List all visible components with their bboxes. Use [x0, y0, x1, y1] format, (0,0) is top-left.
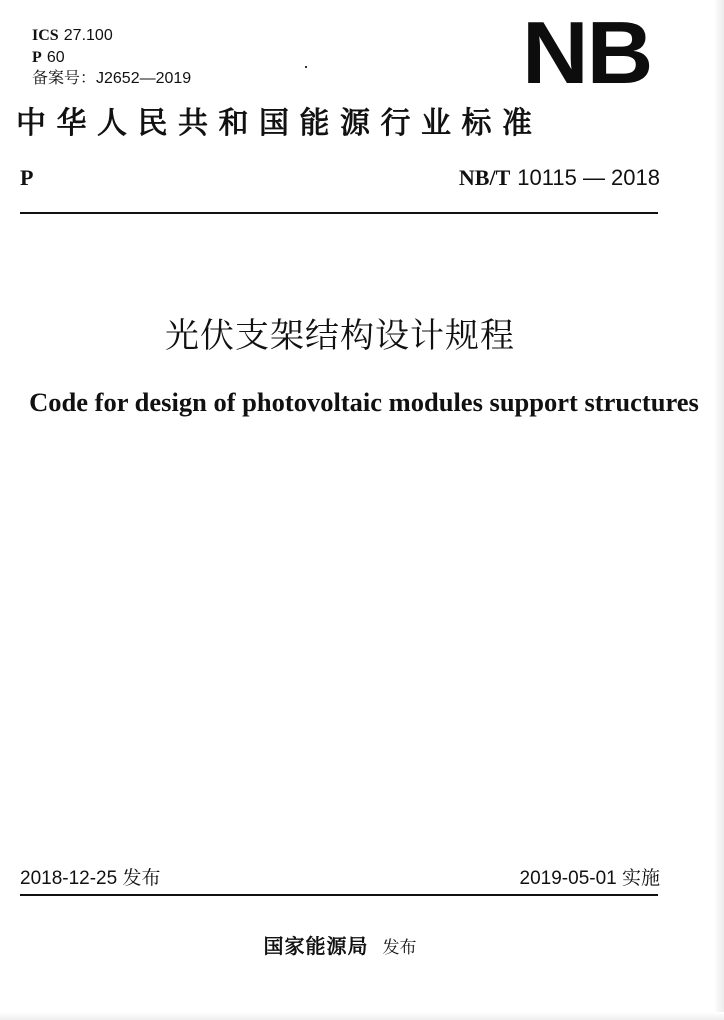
standard-number [459, 164, 660, 193]
filing-number: 备案号：J2652—2019 [32, 70, 192, 87]
ics-label: ICS [32, 27, 59, 44]
top-divider [20, 212, 658, 214]
ics-value: 27.100 [63, 27, 113, 44]
issue-date: 2018-12-25 发布 [20, 868, 161, 889]
document-title-chinese: 光伏支架结构设计规程 [165, 316, 515, 356]
class-value: 60 [46, 49, 65, 66]
publisher-line [0, 932, 680, 962]
classification-block [32, 24, 191, 89]
publisher-organization: 国家能源局 [263, 934, 369, 958]
nb-logo: NB [522, 3, 652, 102]
standard-number-value: 10115 — 2018 [517, 165, 660, 190]
category-code: P [20, 165, 34, 190]
implementation-date: 2019-05-01 实施 [519, 868, 660, 889]
class-label: P [32, 49, 42, 66]
standard-number-prefix: NB/T [458, 165, 511, 190]
speck [305, 66, 307, 68]
class-line [32, 46, 191, 68]
bottom-divider [20, 894, 658, 896]
publisher-action: 发布 [382, 938, 417, 958]
document-title-english: Code for design of photovoltaic modules support structures [29, 387, 699, 417]
page-bottom-shadow [0, 1012, 724, 1020]
page-edge-shadow [714, 0, 724, 1020]
industry-standard-title: 中华人民共和国能源行业标准 [16, 106, 543, 141]
ics-line [32, 24, 191, 46]
